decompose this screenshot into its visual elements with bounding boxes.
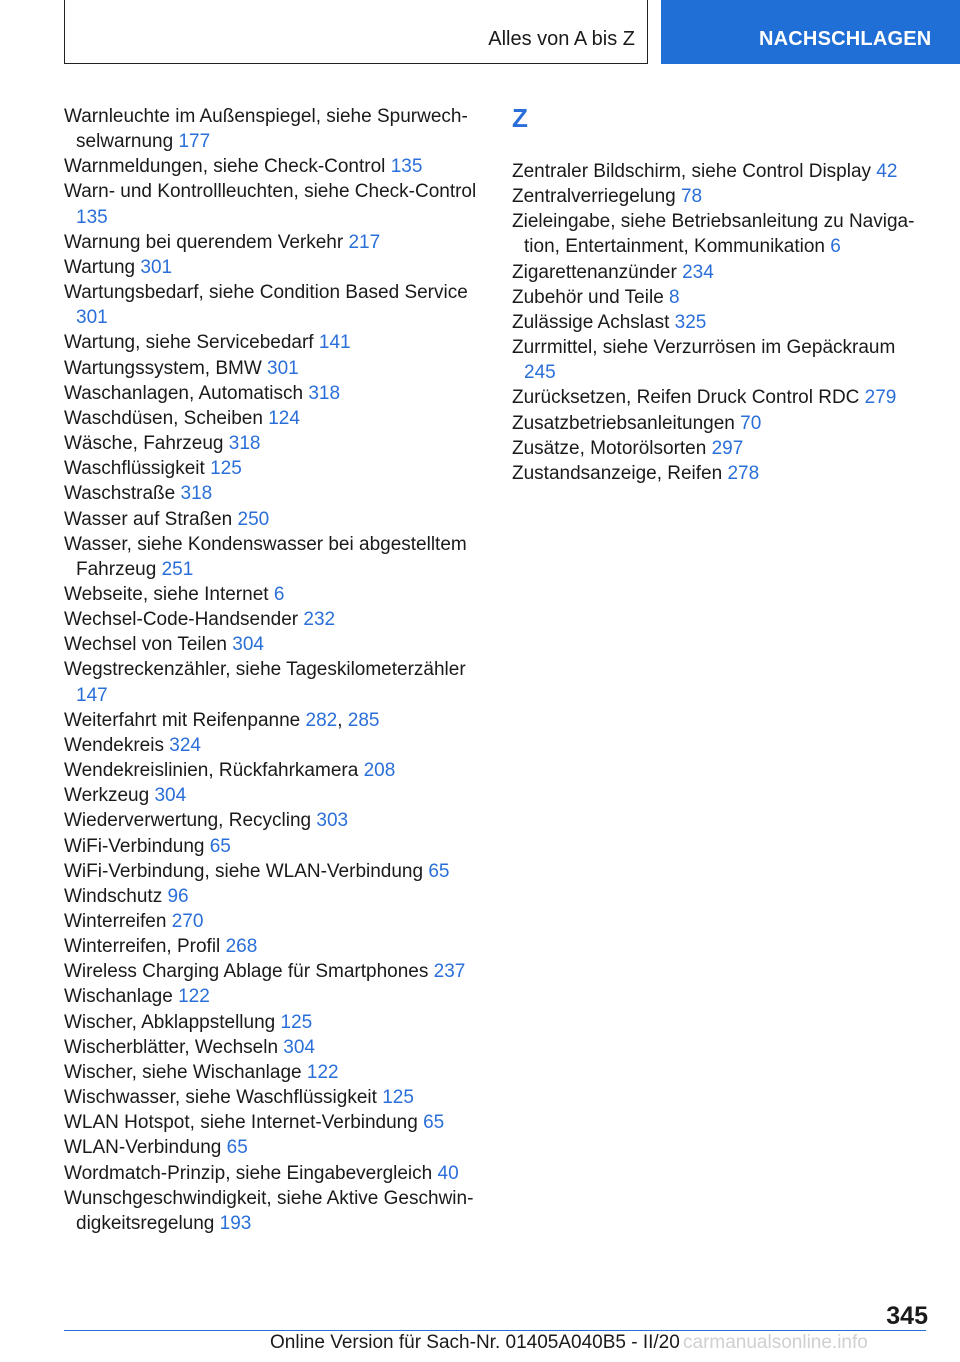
index-entry [512,260,932,285]
header-chapter: Alles von A bis Z [488,28,635,50]
index-entry-text: Wiederverwertung, Recycling [64,810,312,832]
index-entry-text: Wegstreckenzähler, siehe Tageskilometerzähler [64,659,466,681]
index-entry-text: Wischer, Abklappstellung [64,1011,276,1033]
page-reference-link[interactable]: 8 [669,286,680,308]
index-entry [64,481,480,506]
footer-watermark: carmanualsonline.info [683,1332,868,1353]
page-reference-link[interactable]: 42 [876,161,898,182]
page-reference-link[interactable]: 304 [232,634,264,656]
index-entry-text: Wireless Charging Ablage für Smartphones [64,961,429,983]
index-entry-text: Wischanlage [64,986,173,1008]
page-reference-link[interactable]: 217 [348,231,381,253]
header-section-label: NACHSCHLAGEN [759,28,932,50]
page-reference-link[interactable]: 282 [305,709,338,731]
index-entry [512,310,932,335]
index-entry [64,984,480,1009]
index-entry-text: Wasser, siehe Kondenswasser bei abgestelltem Fahrzeug [64,533,467,580]
page-reference-link[interactable]: 125 [280,1011,313,1033]
index-letter-heading: Z [512,103,528,133]
index-entry [64,154,480,179]
index-entries-z [512,159,932,486]
index-entry-text: Waschflüssigkeit [64,458,205,480]
page-reference-link[interactable]: 135 [390,156,423,178]
index-entry [64,532,480,582]
page-reference-link[interactable]: 301 [140,256,173,278]
index-entry-text: Warnung bei querendem Verkehr [64,231,344,253]
index-entry [64,657,480,707]
page-reference-link[interactable]: 245 [524,362,556,384]
index-entry-text: Zigarettenanzünder [512,261,677,283]
index-entry [64,280,480,330]
index-entry-text: Windschutz [64,885,163,907]
index-entry [64,1010,480,1035]
index-entry [512,184,932,209]
page-number: 345 [886,1302,928,1330]
page-reference-link[interactable]: 237 [433,961,466,983]
page-reference-link[interactable]: 285 [347,709,380,731]
index-entry [64,1135,480,1160]
page-reference-link[interactable]: 147 [76,684,108,706]
index-entry [64,582,480,607]
index-entry-text: WiFi-Verbindung [64,835,205,857]
index-entry [512,209,932,259]
page-reference-link[interactable]: 122 [306,1061,339,1083]
page-reference-link[interactable]: 125 [382,1087,414,1109]
page-reference-link[interactable]: 325 [674,311,707,333]
index-entry-text: Wechsel-Code-Handsender [64,609,299,631]
index-entry-text: Werkzeug [64,785,150,807]
index-entry-text: Zusätze, Motorölsorten [512,437,707,459]
page-reference-link[interactable]: 318 [228,433,261,455]
index-entry [512,461,932,486]
index-entry [64,330,480,355]
page-reference-link[interactable]: 318 [180,483,213,505]
index-entry-text: Wendekreis [64,734,164,756]
index-entry-text: Waschdüsen, Scheiben [64,407,263,429]
index-column-left [64,104,480,1236]
page-reference-link[interactable]: 122 [178,986,210,1008]
page-reference-link[interactable]: 304 [154,785,187,807]
index-entry [512,335,932,385]
index-entry [64,934,480,959]
page-reference-link[interactable]: 40 [437,1162,459,1184]
index-entry [64,1085,480,1110]
page-reference-link[interactable]: 301 [267,357,299,379]
index-entry-text: Zentraler Bildschirm, siehe Control Display [512,161,872,182]
page-reference-link[interactable]: 65 [209,835,231,857]
page-reference-link[interactable]: 135 [76,206,108,228]
index-entry-text: Wordmatch-Prinzip, siehe Eingabevergleich [64,1162,433,1184]
footer-rule [64,1330,926,1331]
page-reference-link[interactable]: 6 [830,236,841,258]
index-entry [64,808,480,833]
page-reference-link[interactable]: 268 [225,936,258,958]
page-reference-link[interactable]: 65 [226,1137,248,1159]
index-entry [512,285,932,310]
index-entry [64,1060,480,1085]
index-entry [64,431,480,456]
index-entry-text: Wischerblätter, Wechseln [64,1036,279,1058]
index-entry-text: Weiterfahrt mit Reifenpanne [64,709,301,731]
footer-online-version: Online Version für Sach-Nr. 01405A040B5 - II/20 [270,1332,680,1353]
index-entry-text: Wischwasser, siehe Waschflüssigkeit [64,1087,377,1109]
index-entry [64,1161,480,1186]
header-chapter-box [64,0,648,64]
index-entry-text: Wartung, siehe Servicebedarf [64,332,314,354]
index-entry [512,436,932,461]
index-entry [64,783,480,808]
page-reference-link[interactable]: 304 [283,1036,315,1058]
index-entry [64,733,480,758]
index-entry [64,632,480,657]
page-reference-link[interactable]: 279 [864,387,897,409]
page-reference-link[interactable]: 124 [268,407,300,429]
index-entry-text: Zulässige Achslast [512,311,670,333]
page-reference-link[interactable]: 193 [219,1212,252,1234]
index-entry [64,356,480,381]
index-entry-text: Zurrmittel, siehe Verzurrösen im Gepäckraum [512,337,896,359]
index-entry [64,959,480,984]
index-entry-text: Zieleingabe, siehe Betriebsanleitung zu Navigation, Entertainment, Kommunikation [512,211,915,258]
page-reference-link[interactable]: 78 [680,186,703,208]
index-entry-text: Winterreifen [64,911,167,932]
index-entry-text: Wischer, siehe Wischanlage [64,1061,302,1083]
index-entry [64,255,480,280]
index-entry-text: Wendekreislinien, Rückfahrkamera [64,760,359,782]
index-entry-text: Wunschgeschwindigkeit, siehe Aktive Geschwindigkeitsregelung [64,1187,474,1234]
index-entry [64,507,480,532]
index-entry [64,607,480,632]
page-reference-link[interactable]: 250 [237,508,270,530]
index-entry-text: Zurücksetzen, Reifen Druck Control RDC [512,387,860,409]
index-entry-text: Warnleuchte im Außenspiegel, siehe Spurwechselwarnung [64,106,468,153]
index-entry-text: Wartung [64,256,136,278]
page-reference-link[interactable]: 324 [169,734,201,756]
header-section-tab [661,0,960,64]
index-entry [64,834,480,859]
index-entry-text: Zusatzbetriebsanleitungen [512,412,735,434]
page-reference-link[interactable]: 234 [682,261,714,283]
page-reference-link[interactable]: 141 [318,332,351,354]
index-entry-text: Wartungsbedarf, siehe Condition Based Service [64,282,468,304]
index-entry-text: Zubehör und Teile [512,286,664,308]
index-entry-text: Webseite, siehe Internet [64,583,269,605]
index-entry [64,909,480,934]
index-entry-text: Warnmeldungen, siehe Check-Control [64,156,386,178]
index-entry [512,159,932,184]
index-entry-text: Wasser auf Straßen [64,508,233,530]
page-reference-link[interactable]: 70 [740,412,762,434]
page-reference-link[interactable]: 232 [303,609,336,631]
page-reference-link[interactable]: 208 [363,760,396,782]
page-reference-link[interactable]: 270 [171,911,204,932]
page-reference-link[interactable]: 6 [273,583,285,605]
index-entry-text: Warn- und Kontrollleuchten, siehe Check-Control [64,181,477,203]
index-entry [64,104,480,154]
index-entry [512,385,932,410]
index-entry-text: WLAN-Verbindung [64,1137,222,1159]
page-reference-link[interactable]: 297 [711,437,744,459]
index-entry [64,1110,480,1135]
index-entry: Weiterfahrt mit Reifenpanne 282, 285 [64,709,380,731]
index-entry-text: WLAN Hotspot, siehe Internet-Verbindung [64,1112,418,1134]
page-reference-link[interactable]: 65 [423,1112,445,1134]
index-entry-text: WiFi-Verbindung, siehe WLAN-Verbindung [64,860,424,882]
page-reference-link[interactable]: 301 [76,307,108,329]
page-reference-link[interactable]: 251 [161,558,194,580]
index-entry [64,381,480,406]
index-entry [512,411,932,436]
index-entry [64,859,480,884]
page-reference-link[interactable]: 125 [210,458,242,480]
page-reference-link[interactable]: 303 [316,810,349,832]
index-entry-text: Wartungssystem, BMW [64,357,262,379]
index-entry [64,456,480,481]
index-entry [64,179,480,229]
index-entry-text: Zentralverriegelung [512,186,676,208]
page-reference-link[interactable]: 318 [308,382,341,404]
index-entry [64,406,480,431]
index-entry [64,1035,480,1060]
index-entry-text: Zustandsanzeige, Reifen [512,462,723,484]
page-reference-link[interactable]: 96 [167,885,189,907]
index-entry [64,1186,480,1236]
index-entry [64,230,480,255]
index-entry [64,884,480,909]
index-entry-text: Waschanlagen, Automatisch [64,382,304,404]
index-column-right [512,104,932,486]
index-entry [64,758,480,783]
index-entry-text: Wäsche, Fahrzeug [64,433,224,455]
index-entry-text: Waschstraße [64,483,176,505]
index-entry-text: Winterreifen, Profil [64,936,221,958]
page-reference-link[interactable]: 278 [727,462,760,484]
page-reference-link[interactable]: 177 [178,131,211,153]
index-entry-text: Wechsel von Teilen [64,634,228,656]
page-reference-link[interactable]: 65 [428,860,450,882]
